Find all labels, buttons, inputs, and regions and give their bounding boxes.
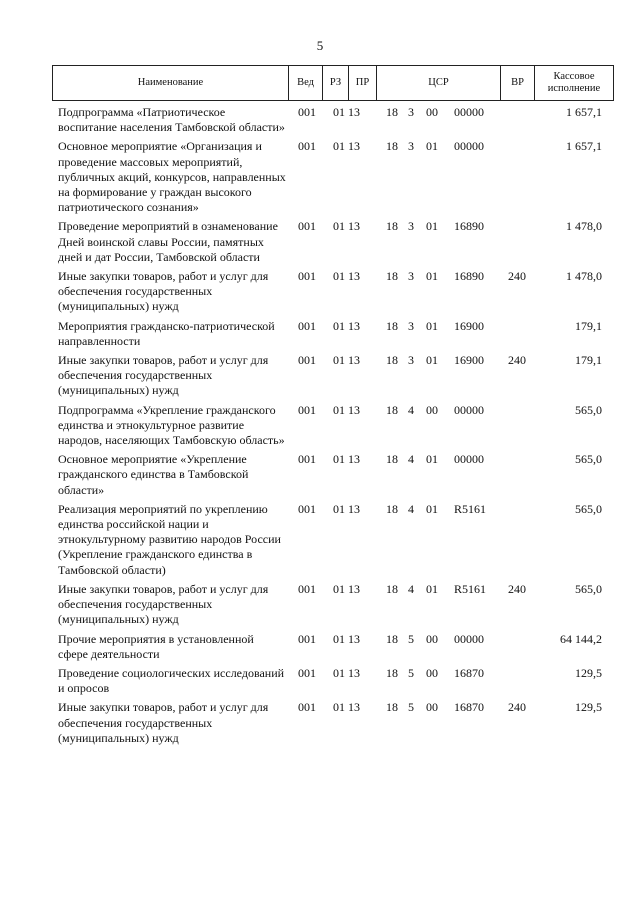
table-row [52,502,614,578]
table-row [52,582,614,628]
row-csr-direction: R5161 [454,581,487,596]
row-rz-pr: 01 13 [333,219,360,234]
row-sum: 64 144,2 [560,631,602,646]
table-body [52,105,614,746]
row-csr-program: 18 [386,269,398,284]
row-ved: 001 [298,139,316,154]
row-csr-direction: 00000 [454,105,484,119]
row-name: Подпрограмма «Укрепление гражданского единства и этнокультурное развитие народов, населяющих Тамбовскую область» [58,402,285,448]
row-csr-direction: 16870 [454,700,484,715]
row-vr: 240 [508,269,526,284]
row-csr-subprogram: 4 [408,402,414,417]
table-row [52,700,614,746]
row-name: Иные закупки товаров, работ и услуг для обеспечения государственных (муниципальных) нужд [58,353,269,398]
table-row [52,353,614,399]
row-sum: 1 657,1 [566,139,602,154]
row-rz-pr: 01 13 [333,105,360,119]
row-name: Основное мероприятие «Организация и проведение массовых мероприятий, публичных акций, конкурсов, направленных на формирование у граждан высокого патриотического сознания» [58,139,286,215]
row-csr-direction: 00000 [454,402,484,417]
row-name: Проведение социологических исследований и опросов [58,665,285,696]
row-rz-pr: 01 13 [333,665,360,680]
row-name: Иные закупки товаров, работ и услуг для обеспечения государственных (муниципальных) нужд [58,700,269,745]
row-csr-direction: 00000 [454,631,484,646]
row-csr-direction: 16900 [454,353,484,368]
row-name: Прочие мероприятия в установленной сфере деятельности [58,631,254,661]
row-name: Проведение мероприятий в ознаменование Дней воинской славы России, памятных дней и дат России, Тамбовской области [58,219,278,264]
row-csr-subprogram: 3 [408,318,414,333]
header-name: Наименование [53,66,289,100]
table-row [52,666,614,696]
row-csr-event: 01 [426,269,438,284]
row-csr-event: 01 [426,452,438,467]
table-header [52,65,614,101]
row-sum: 565,0 [575,452,602,467]
row-vr: 240 [508,581,526,596]
row-csr-direction: 00000 [454,452,484,467]
row-csr-subprogram: 4 [408,501,414,516]
row-ved: 001 [298,581,316,596]
row-csr-program: 18 [386,353,398,368]
row-name: Реализация мероприятий по укреплению единства российской нации и этнокультурному развитию народов России (Укрепление гражданского единства в Тамбовской области) [58,501,281,577]
row-ved: 001 [298,269,316,284]
row-csr-program: 18 [386,581,398,596]
row-ved: 001 [298,452,316,467]
table-row [52,269,614,315]
table-row [52,403,614,449]
row-sum: 565,0 [575,581,602,596]
row-csr-program: 18 [386,105,398,119]
row-csr-event: 01 [426,501,438,516]
row-name: Иные закупки товаров, работ и услуг для обеспечения государственных (муниципальных) нужд [58,269,269,314]
table-row [52,632,614,662]
row-ved: 001 [298,105,316,119]
row-sum: 1 478,0 [566,219,602,234]
budget-table [52,65,614,750]
row-sum: 565,0 [575,501,602,516]
table-row [52,319,614,349]
row-csr-program: 18 [386,318,398,333]
row-name: Подпрограмма «Патриотическое воспитание населения Тамбовской области» [58,105,285,135]
row-csr-subprogram: 3 [408,139,414,154]
table-row [52,105,614,135]
row-csr-direction: 16890 [454,219,484,234]
row-rz-pr: 01 13 [333,452,360,467]
row-rz-pr: 01 13 [333,581,360,596]
row-csr-event: 00 [426,665,438,680]
row-csr-event: 00 [426,105,438,119]
row-csr-subprogram: 4 [408,581,414,596]
row-csr-direction: R5161 [454,501,487,516]
row-csr-event: 01 [426,139,438,154]
header-rz: РЗ [323,66,349,100]
row-csr-event: 00 [426,700,438,715]
row-csr-subprogram: 5 [408,631,414,646]
row-csr-event: 01 [426,581,438,596]
row-vr: 240 [508,700,526,715]
table-row [52,219,614,265]
row-ved: 001 [298,318,316,333]
row-rz-pr: 01 13 [333,501,360,516]
row-ved: 001 [298,665,316,680]
row-rz-pr: 01 13 [333,353,360,368]
row-sum: 129,5 [575,665,602,680]
row-rz-pr: 01 13 [333,318,360,333]
table-row [52,139,614,215]
row-rz-pr: 01 13 [333,269,360,284]
page-number: 5 [316,38,324,53]
row-csr-event: 01 [426,353,438,368]
row-csr-subprogram: 3 [408,219,414,234]
row-sum: 179,1 [575,353,602,368]
row-csr-subprogram: 3 [408,353,414,368]
row-sum: 179,1 [575,318,602,333]
row-sum: 1 478,0 [566,269,602,284]
row-csr-event: 01 [426,318,438,333]
row-name: Основное мероприятие «Укрепление гражданского единства в Тамбовской области» [58,452,249,497]
row-csr-program: 18 [386,139,398,154]
header-vr: ВР [501,66,535,100]
row-sum: 1 657,1 [566,105,602,119]
row-csr-program: 18 [386,219,398,234]
row-csr-event: 00 [426,402,438,417]
row-csr-direction: 16870 [454,665,484,680]
table-row [52,452,614,498]
row-csr-subprogram: 4 [408,452,414,467]
row-rz-pr: 01 13 [333,402,360,417]
row-csr-subprogram: 5 [408,700,414,715]
row-csr-program: 18 [386,452,398,467]
row-csr-program: 18 [386,631,398,646]
row-ved: 001 [298,353,316,368]
row-vr: 240 [508,353,526,368]
row-csr-direction: 00000 [454,139,484,154]
header-csr: ЦСР [377,66,501,100]
row-ved: 001 [298,700,316,715]
row-csr-subprogram: 3 [408,269,414,284]
header-pr: ПР [349,66,377,100]
header-ved: Вед [289,66,323,100]
header-sum: Кассовое исполнение [547,71,601,94]
row-csr-program: 18 [386,501,398,516]
row-name: Иные закупки товаров, работ и услуг для обеспечения государственных (муниципальных) нужд [58,581,269,627]
row-csr-event: 01 [426,219,438,234]
row-csr-direction: 16890 [454,269,484,284]
row-rz-pr: 01 13 [333,631,360,646]
row-csr-event: 00 [426,631,438,646]
row-sum: 129,5 [575,700,602,715]
row-ved: 001 [298,219,316,234]
row-name: Мероприятия гражданско-патриотической направленности [58,318,275,348]
row-csr-program: 18 [386,700,398,715]
row-ved: 001 [298,501,316,516]
row-sum: 565,0 [575,402,602,417]
row-csr-direction: 16900 [454,318,484,333]
row-csr-program: 18 [386,665,398,680]
row-csr-program: 18 [386,402,398,417]
row-csr-subprogram: 3 [408,105,414,119]
row-rz-pr: 01 13 [333,700,360,715]
row-csr-subprogram: 5 [408,665,414,680]
row-ved: 001 [298,631,316,646]
row-ved: 001 [298,402,316,417]
row-rz-pr: 01 13 [333,139,360,154]
